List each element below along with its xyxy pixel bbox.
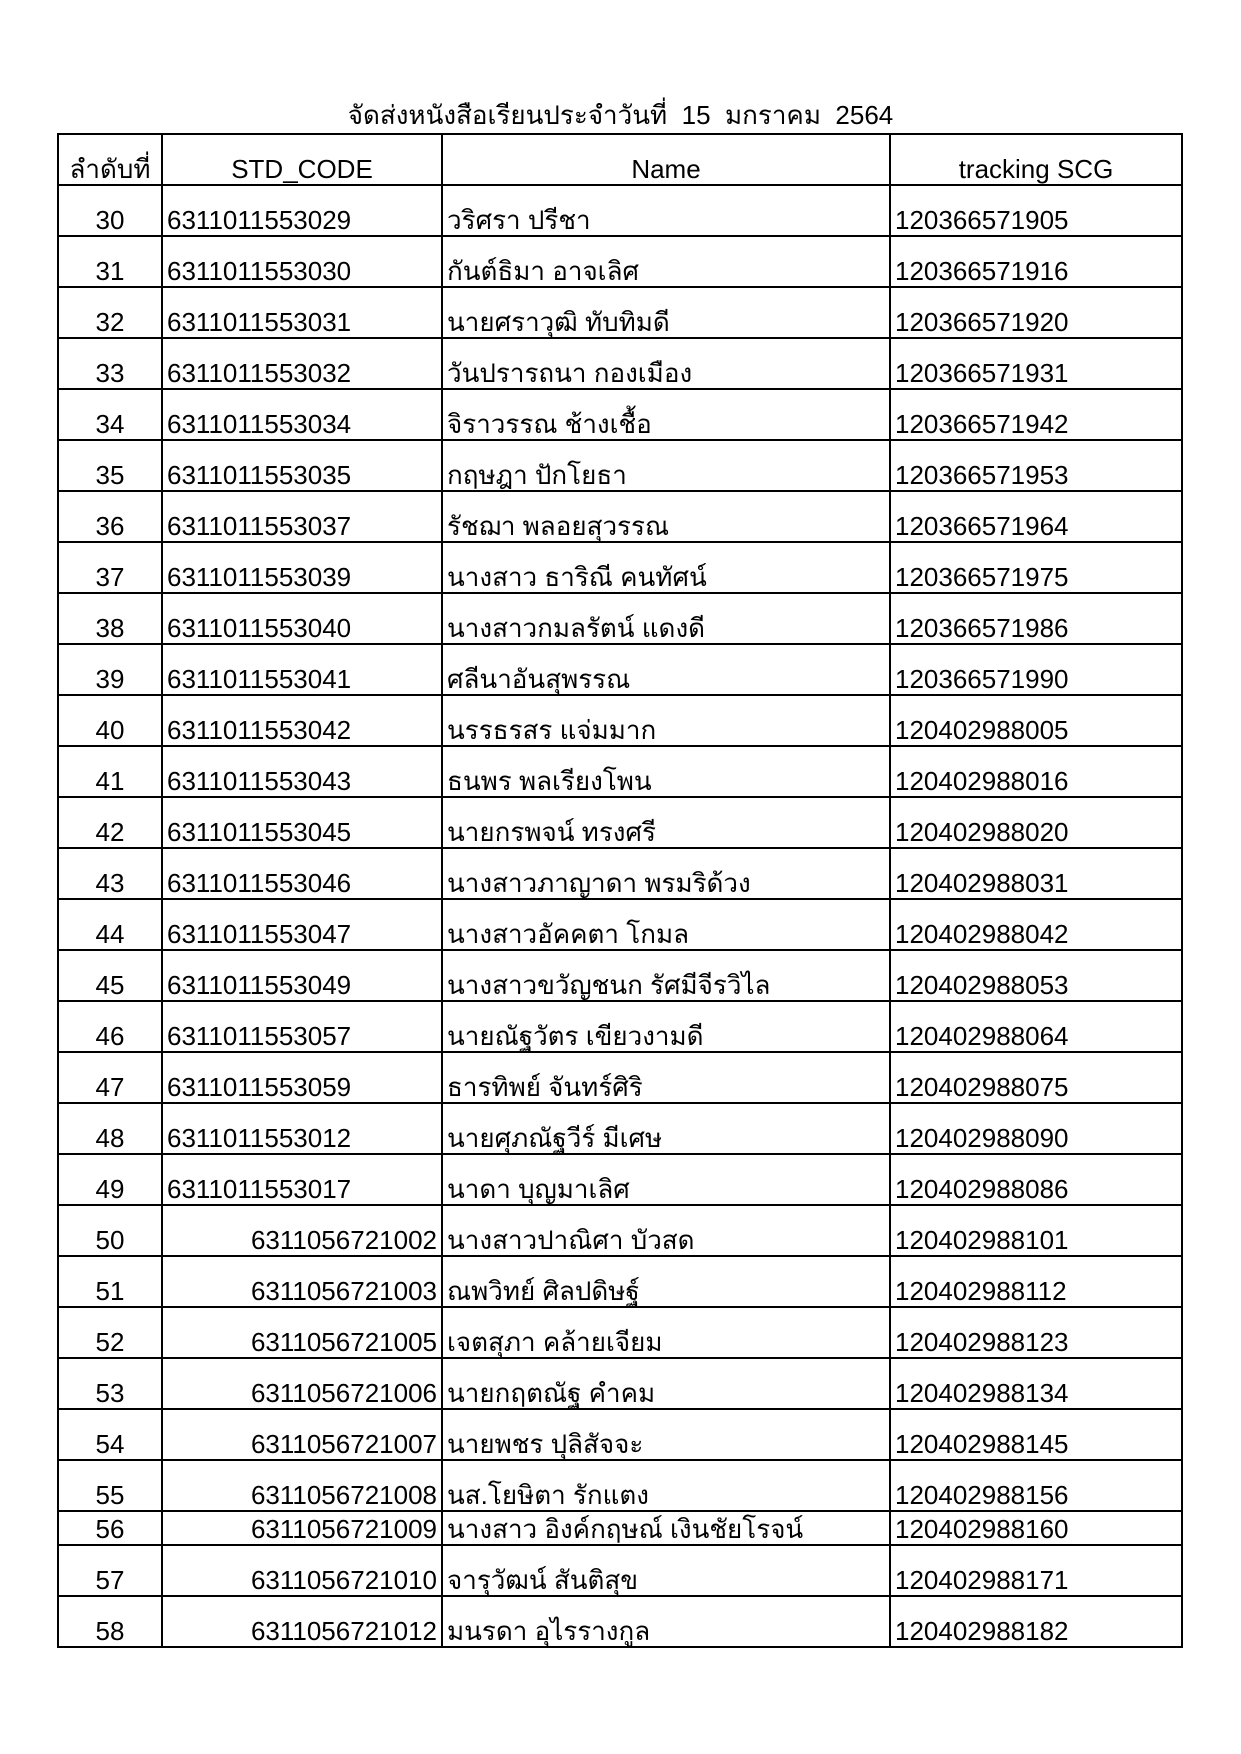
name-cell: นาดา บุญมาเลิศ <box>442 1154 890 1205</box>
std-code-cell: 6311011553012 <box>162 1103 442 1154</box>
table-row <box>58 542 1182 593</box>
table-row <box>58 797 1182 848</box>
order-cell: 40 <box>58 695 162 746</box>
tracking-cell: 120402988075 <box>890 1052 1182 1103</box>
column-header-tracking: tracking SCG <box>890 134 1182 185</box>
tracking-cell: 120366571975 <box>890 542 1182 593</box>
table-row <box>58 1154 1182 1205</box>
std-code-cell: 6311011553034 <box>162 389 442 440</box>
page-title: จัดส่งหนังสือเรียนประจำวันที่ 15 มกราคม 2564 <box>347 100 894 130</box>
tracking-cell: 120402988134 <box>890 1358 1182 1409</box>
name-cell: กฤษฎา ปักโยธา <box>442 440 890 491</box>
std-code-cell: 6311056721005 <box>162 1307 442 1358</box>
name-cell: นางสาวกมลรัตน์ แดงดี <box>442 593 890 644</box>
std-code-cell: 6311011553042 <box>162 695 442 746</box>
name-cell: นางสาวขวัญชนก รัศมีจีรวิไล <box>442 950 890 1001</box>
table-row <box>58 695 1182 746</box>
name-cell: วริศรา ปรีชา <box>442 185 890 236</box>
std-code-cell: 6311056721002 <box>162 1205 442 1256</box>
tracking-cell: 120402988171 <box>890 1545 1182 1596</box>
tracking-cell: 120402988145 <box>890 1409 1182 1460</box>
tracking-cell: 120402988016 <box>890 746 1182 797</box>
std-code-cell: 6311056721010 <box>162 1545 442 1596</box>
order-cell: 43 <box>58 848 162 899</box>
column-header-order: ลำดับที่ <box>58 134 162 185</box>
table-row <box>58 1001 1182 1052</box>
std-code-cell: 6311056721007 <box>162 1409 442 1460</box>
column-header-name: Name <box>442 134 890 185</box>
tracking-cell: 120402988064 <box>890 1001 1182 1052</box>
std-code-cell: 6311011553035 <box>162 440 442 491</box>
name-cell: นางสาวปาณิศา บัวสด <box>442 1205 890 1256</box>
column-header-std-code: STD_CODE <box>162 134 442 185</box>
tracking-cell: 120402988101 <box>890 1205 1182 1256</box>
std-code-cell: 6311056721006 <box>162 1358 442 1409</box>
name-cell: ธารทิพย์ จันทร์ศิริ <box>442 1052 890 1103</box>
tracking-cell: 120366571964 <box>890 491 1182 542</box>
name-cell: นางสาวภาญาดา พรมริด้วง <box>442 848 890 899</box>
std-code-cell: 6311056721008 <box>162 1460 442 1511</box>
tracking-cell: 120402988160 <box>890 1511 1182 1545</box>
tracking-cell: 120402988053 <box>890 950 1182 1001</box>
table-row <box>58 899 1182 950</box>
name-cell: วันปรารถนา กองเมือง <box>442 338 890 389</box>
order-cell: 32 <box>58 287 162 338</box>
table-row <box>58 1205 1182 1256</box>
order-cell: 37 <box>58 542 162 593</box>
std-code-cell: 6311011553046 <box>162 848 442 899</box>
order-cell: 44 <box>58 899 162 950</box>
name-cell: รัชฌา พลอยสุวรรณ <box>442 491 890 542</box>
order-cell: 52 <box>58 1307 162 1358</box>
std-code-cell: 6311011553017 <box>162 1154 442 1205</box>
tracking-cell: 120366571986 <box>890 593 1182 644</box>
table-row <box>58 1052 1182 1103</box>
order-cell: 54 <box>58 1409 162 1460</box>
table-row <box>58 1460 1182 1511</box>
order-cell: 33 <box>58 338 162 389</box>
order-cell: 49 <box>58 1154 162 1205</box>
header-row <box>58 134 1182 185</box>
order-cell: 34 <box>58 389 162 440</box>
order-cell: 30 <box>58 185 162 236</box>
order-cell: 42 <box>58 797 162 848</box>
order-cell: 38 <box>58 593 162 644</box>
order-cell: 46 <box>58 1001 162 1052</box>
name-cell: จิราวรรณ ช้างเชื้อ <box>442 389 890 440</box>
tracking-cell: 120366571905 <box>890 185 1182 236</box>
std-code-cell: 6311011553049 <box>162 950 442 1001</box>
std-code-cell: 6311011553043 <box>162 746 442 797</box>
name-cell: ศลีนาอันสุพรรณ <box>442 644 890 695</box>
table-row <box>58 1307 1182 1358</box>
order-cell: 51 <box>58 1256 162 1307</box>
order-cell: 41 <box>58 746 162 797</box>
name-cell: นายกฤตณัฐ คำคม <box>442 1358 890 1409</box>
tracking-cell: 120366571920 <box>890 287 1182 338</box>
tracking-cell: 120402988042 <box>890 899 1182 950</box>
table-row <box>58 950 1182 1001</box>
name-cell: นางสาว อิงค์กฤษณ์ เงินชัยโรจน์ <box>442 1511 890 1545</box>
order-cell: 50 <box>58 1205 162 1256</box>
order-cell: 45 <box>58 950 162 1001</box>
name-cell: ณพวิทย์ ศิลปดิษฐ์ <box>442 1256 890 1307</box>
std-code-cell: 6311011553032 <box>162 338 442 389</box>
std-code-cell: 6311011553039 <box>162 542 442 593</box>
tracking-cell: 120402988005 <box>890 695 1182 746</box>
std-code-cell: 6311011553031 <box>162 287 442 338</box>
name-cell: นรรธรสร แจ่มมาก <box>442 695 890 746</box>
name-cell: นายณัฐวัตร เขียวงามดี <box>442 1001 890 1052</box>
table-row <box>58 185 1182 236</box>
table-row <box>58 338 1182 389</box>
std-code-cell: 6311011553059 <box>162 1052 442 1103</box>
name-cell: ธนพร พลเรียงโพน <box>442 746 890 797</box>
table-row <box>58 1409 1182 1460</box>
tracking-cell: 120402988112 <box>890 1256 1182 1307</box>
tracking-cell: 120402988156 <box>890 1460 1182 1511</box>
table-row <box>58 389 1182 440</box>
tracking-cell: 120402988020 <box>890 797 1182 848</box>
table-row <box>58 644 1182 695</box>
tracking-cell: 120366571942 <box>890 389 1182 440</box>
order-cell: 55 <box>58 1460 162 1511</box>
order-cell: 53 <box>58 1358 162 1409</box>
std-code-cell: 6311011553040 <box>162 593 442 644</box>
name-cell: นส.โยษิตา รักแตง <box>442 1460 890 1511</box>
name-cell: จารุวัฒน์ สันติสุข <box>442 1545 890 1596</box>
order-cell: 48 <box>58 1103 162 1154</box>
order-cell: 57 <box>58 1545 162 1596</box>
std-code-cell: 6311011553037 <box>162 491 442 542</box>
table-row <box>58 746 1182 797</box>
name-cell: นายศราวุฒิ ทับทิมดี <box>442 287 890 338</box>
tracking-cell: 120366571931 <box>890 338 1182 389</box>
tracking-cell: 120366571916 <box>890 236 1182 287</box>
table-row <box>58 1596 1182 1647</box>
table-row <box>58 1545 1182 1596</box>
std-code-cell: 6311056721012 <box>162 1596 442 1647</box>
table-row <box>58 593 1182 644</box>
name-cell: กันต์ธิมา อาจเลิศ <box>442 236 890 287</box>
name-cell: มนรดา อุไรรางกูล <box>442 1596 890 1647</box>
std-code-cell: 6311011553030 <box>162 236 442 287</box>
std-code-cell: 6311011553047 <box>162 899 442 950</box>
table-row <box>58 287 1182 338</box>
name-cell: นางสาว ธาริณี คนทัศน์ <box>442 542 890 593</box>
tracking-cell: 120402988086 <box>890 1154 1182 1205</box>
table-row <box>58 440 1182 491</box>
name-cell: เจตสุภา คล้ายเจียม <box>442 1307 890 1358</box>
table-row <box>58 848 1182 899</box>
order-cell: 36 <box>58 491 162 542</box>
tracking-cell: 120402988090 <box>890 1103 1182 1154</box>
std-code-cell: 6311011553041 <box>162 644 442 695</box>
name-cell: นายศุภณัฐวีร์ มีเศษ <box>442 1103 890 1154</box>
table-row <box>58 1103 1182 1154</box>
std-code-cell: 6311011553029 <box>162 185 442 236</box>
order-cell: 47 <box>58 1052 162 1103</box>
name-cell: นายพชร ปุลิสัจจะ <box>442 1409 890 1460</box>
std-code-cell: 6311011553045 <box>162 797 442 848</box>
order-cell: 31 <box>58 236 162 287</box>
table-row <box>58 1511 1182 1545</box>
name-cell: นายกรพจน์ ทรงศรี <box>442 797 890 848</box>
table-row <box>58 1256 1182 1307</box>
std-code-cell: 6311011553057 <box>162 1001 442 1052</box>
tracking-cell: 120366571990 <box>890 644 1182 695</box>
tracking-cell: 120402988123 <box>890 1307 1182 1358</box>
order-cell: 39 <box>58 644 162 695</box>
table-row <box>58 236 1182 287</box>
order-cell: 35 <box>58 440 162 491</box>
table-row <box>58 491 1182 542</box>
std-code-cell: 6311056721003 <box>162 1256 442 1307</box>
shipment-table <box>57 133 1183 1648</box>
std-code-cell: 6311056721009 <box>162 1511 442 1545</box>
tracking-cell: 120402988031 <box>890 848 1182 899</box>
order-cell: 58 <box>58 1596 162 1647</box>
tracking-cell: 120402988182 <box>890 1596 1182 1647</box>
table-body <box>58 185 1182 1647</box>
name-cell: นางสาวอัคคตา โกมล <box>442 899 890 950</box>
table-row <box>58 1358 1182 1409</box>
tracking-cell: 120366571953 <box>890 440 1182 491</box>
order-cell: 56 <box>58 1511 162 1545</box>
